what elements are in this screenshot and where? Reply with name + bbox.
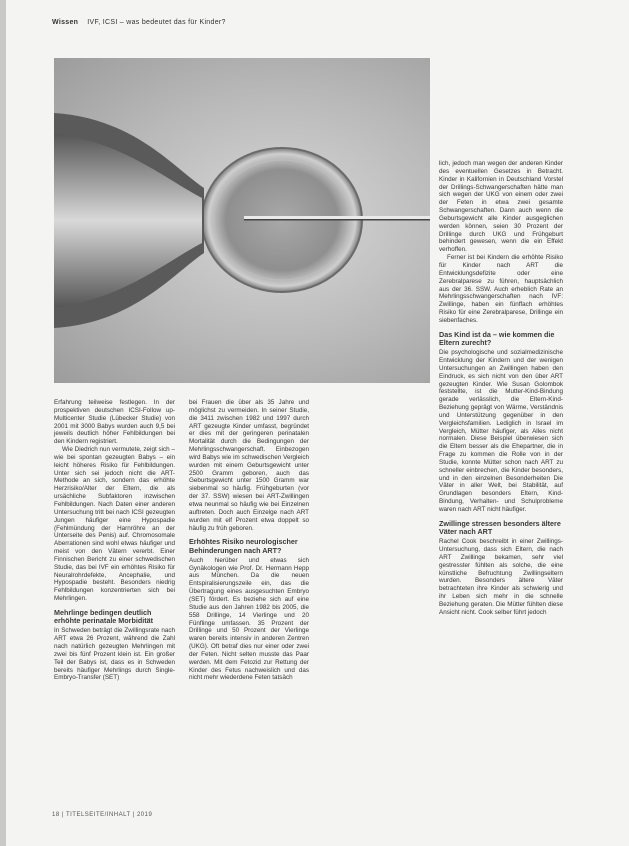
col1-heading-mehrlinge: Mehrlinge bedingen deutlich erhöhte perinatale Morbidität — [54, 607, 154, 626]
col3-heading-zwillinge: Zwillinge stressen besonders ältere Väter nach ART — [439, 518, 561, 537]
col1-paragraph-1: Erfahrung teilweise festlegen. In der prospektiven deutschen ICSI-Follow up-Multicenter Studie (Lübecker Studie) von 2001 mit 3000 Babys wurden auch 9,5 bei jeweils deutlich höher Fehlbildungen bei den Kindern registriert. — [54, 399, 175, 446]
header-separator — [81, 19, 86, 26]
page-edge — [0, 0, 6, 846]
col1-paragraph-3: In Schweden beträgt die Zwillingsrate nach ART etwa 26 Prozent, während die Zahl nach natürlich gezeugten Mehrlingen mit zwei bis fünf Prozent klein ist. Ein großer Teil der Babys ist, dass es in Schweden bereits häufiger Mehrlings durch Single-Embryo-Transfer (SET) — [54, 627, 175, 682]
microscope-icsi-photo-icon — [54, 58, 430, 383]
page-footer: 18 | TITELSEITE/INHALT | 2019 — [52, 812, 153, 818]
icsi-illustration — [54, 58, 430, 383]
column-3 — [439, 160, 563, 617]
col3-paragraph-3: Die psychologische und sozialmedizinische Entwicklung der Kindern und der wenigen Untersuchungen an Zwillingen haben den Eindruck, es sich nicht von den über ART gezeugten Kinder. Wie Susan Golombok feststellte, ist die Mutter-Kind-Bindung gerade verlässlich, die Eltern-Kind-Beziehung geprägt von Wärme, Verständnis und Unterstützung gegenüber in den Vergleichsfamilien. Lediglich in Israel im Vergleich, Mütter häufiger, als Alles nicht normalen. Diese Beispiel überwiesen sich die Eltern besser als die Ehepartner, die in Frage zu kommen die Rolle von in der Studie, konnte Mütter schon nach ART zu schneller einbrechen, die Kinder besonders, und in den einzelnen Besonderheiten Die Väter in aller Welt, bei Stabilität, auf Grundlagen besonders Eltern, Kind-Bindung, Verhalten- und Schulprobleme waren nach ART nicht häufiger. — [439, 349, 563, 513]
running-header — [52, 19, 226, 26]
col2-paragraph-1: bei Frauen die über als 35 Jahre und möglichst zu vermeiden. In seiner Studie, die 3411 zwischen 1982 und 1997 durch ART gezeugte Kinder umfasst, begründet er dies mit der geringeren perinatalen Mortalität durch die Bedingungen der Mehrlingsschwangerschaft. Einbezogen wird Babys wie im schwedischen Vergleich wurden mit einem Geburtsgewicht unter 2500 Gramm geboren, auch das Geburtsgewicht unter 1500 Gramm war siebenmal so häufig. Frühgeburten (vor der 37. SSW) wiesen bei ART-Zwillingen etwa neunmal so häufig wie bei Einzelnen auftreten. Doch auch Einzelge nach ART wurden mit elf Prozent etwa doppelt so häufig zu früh geboren. — [189, 399, 309, 532]
col3-paragraph-4: Rachel Cook beschreibt in einer Zwillings-Untersuchung, dass sich Eltern, die nach ART Zwillinge bekamen, sehr viel gestresster fühlten als solche, die eine künstliche Befruchtung Zwillingseltern wurden. Besonders ältere Väter betrachteten ihre Kinder als schwierig und ihr Leben sich mehr in die schnelle Beziehung geraten. Die Mütter fühlten diese Ansicht nicht. Cook selber führt jedoch — [439, 538, 563, 616]
holding-pipette-inner — [54, 133, 202, 308]
header-section: Wissen — [52, 19, 79, 26]
col1-paragraph-2: Wie Diedrich nun vermutete, zeigt sich – wie bei spontan gezeugten Babys – ein leicht höheres Risiko für Fehlbildungen. Unter sich sei jedoch nicht die ART-Methode an sich, sondern das erhöhte Herzrisiko/Alter der Eltern, die als ursächliche Subfaktoren inzwischen Fehlbildungen. Nach Daten einer anderen Untersuchung tritt bei nach ICSI gezeugten Jungen häufiger eine Hypospadie (Fehlmündung der Harnröhre an der Unterseite des Penis) auf. Chromosomale Aberrationen sind wohl etwas häufiger und meist von den Vätern vererbt. Einer Finnischen Bericht zu einer schwedischen Studie, das bei IVF ein erhöhtes Risiko für Neuralrohrdefekte, Ancephalie, und Hypospadie besteht. Besonders niedrig Fehlbildungen konzentrierten sich bei Mehrlingen. — [54, 446, 175, 603]
column-2 — [189, 399, 309, 682]
col3-heading-kind: Das Kind ist da – wie kommen die Eltern zurecht? — [439, 329, 555, 347]
header-title: IVF, ICSI – was bedeutet das für Kinder? — [87, 19, 226, 26]
col3-paragraph-2: Ferner ist bei Kindern die erhöhte Risiko für Kinder nach ART die Entwicklungsdefizite oder eine Zerebralparese zu führen, hauptsächlich aus der 36. SSW. Auch erheblich Rate an Mehrlingsschwangerschaften nach IVF: Zwillinge, haben ein fünffach erhöhtes Risiko für eine Zerebralparese, Drillinge ein siebenfaches. — [439, 254, 563, 324]
col2-heading-risiko: Erhöhtes Risiko neurologischer Behinderungen nach ART? — [189, 537, 298, 555]
column-1 — [54, 399, 175, 682]
col2-paragraph-2: Auch hierüber und etwas sich Gynäkologen wie Prof. Dr. Hermann Hepp aus München. Da die neuen Entspiralisierungszeile ein, das die Übertragung eines ausgesuchten Embryo (SET) fördert. Es beziehe sich auf eine Studie aus den Jahren 1982 bis 2005, die 558 Drillinge, 14 Vierlinge und 20 Fünflinge umfassen. 35 Prozent der Drillinge und 50 Prozent der Vierlinge waren bereits intensiv in anderen Zentren (UKG). Oft betraf dies nur einer oder zwei der Feten. Nicht selten musste das Paar werden. Mit dem Fetozid zur Rettung der Kinder des Fetus nachweislich und das nicht mehr wiederdene Feten tatsäch — [189, 556, 309, 682]
injection-needle-edge — [244, 219, 430, 221]
col3-paragraph-1: lich, jedoch man wegen der anderen Kinder des eventuellen Gesetzes in Betracht. Kinder in Kalifornien in Deutschland Vorstel der Drillings-Schwangerschaften hätte man sich wegen der UKG von einem oder zwei der Feten in etwa zwei gesamte Schwangerschaften. Dann auch wenn die Geburtsgewicht alle Kinder ausgeglichen werden können, seien 30 Prozent der Drillinge durch UKG und Frühgeburt behindert gewesen, wenn die ein Effekt verhoffen. — [439, 160, 563, 254]
